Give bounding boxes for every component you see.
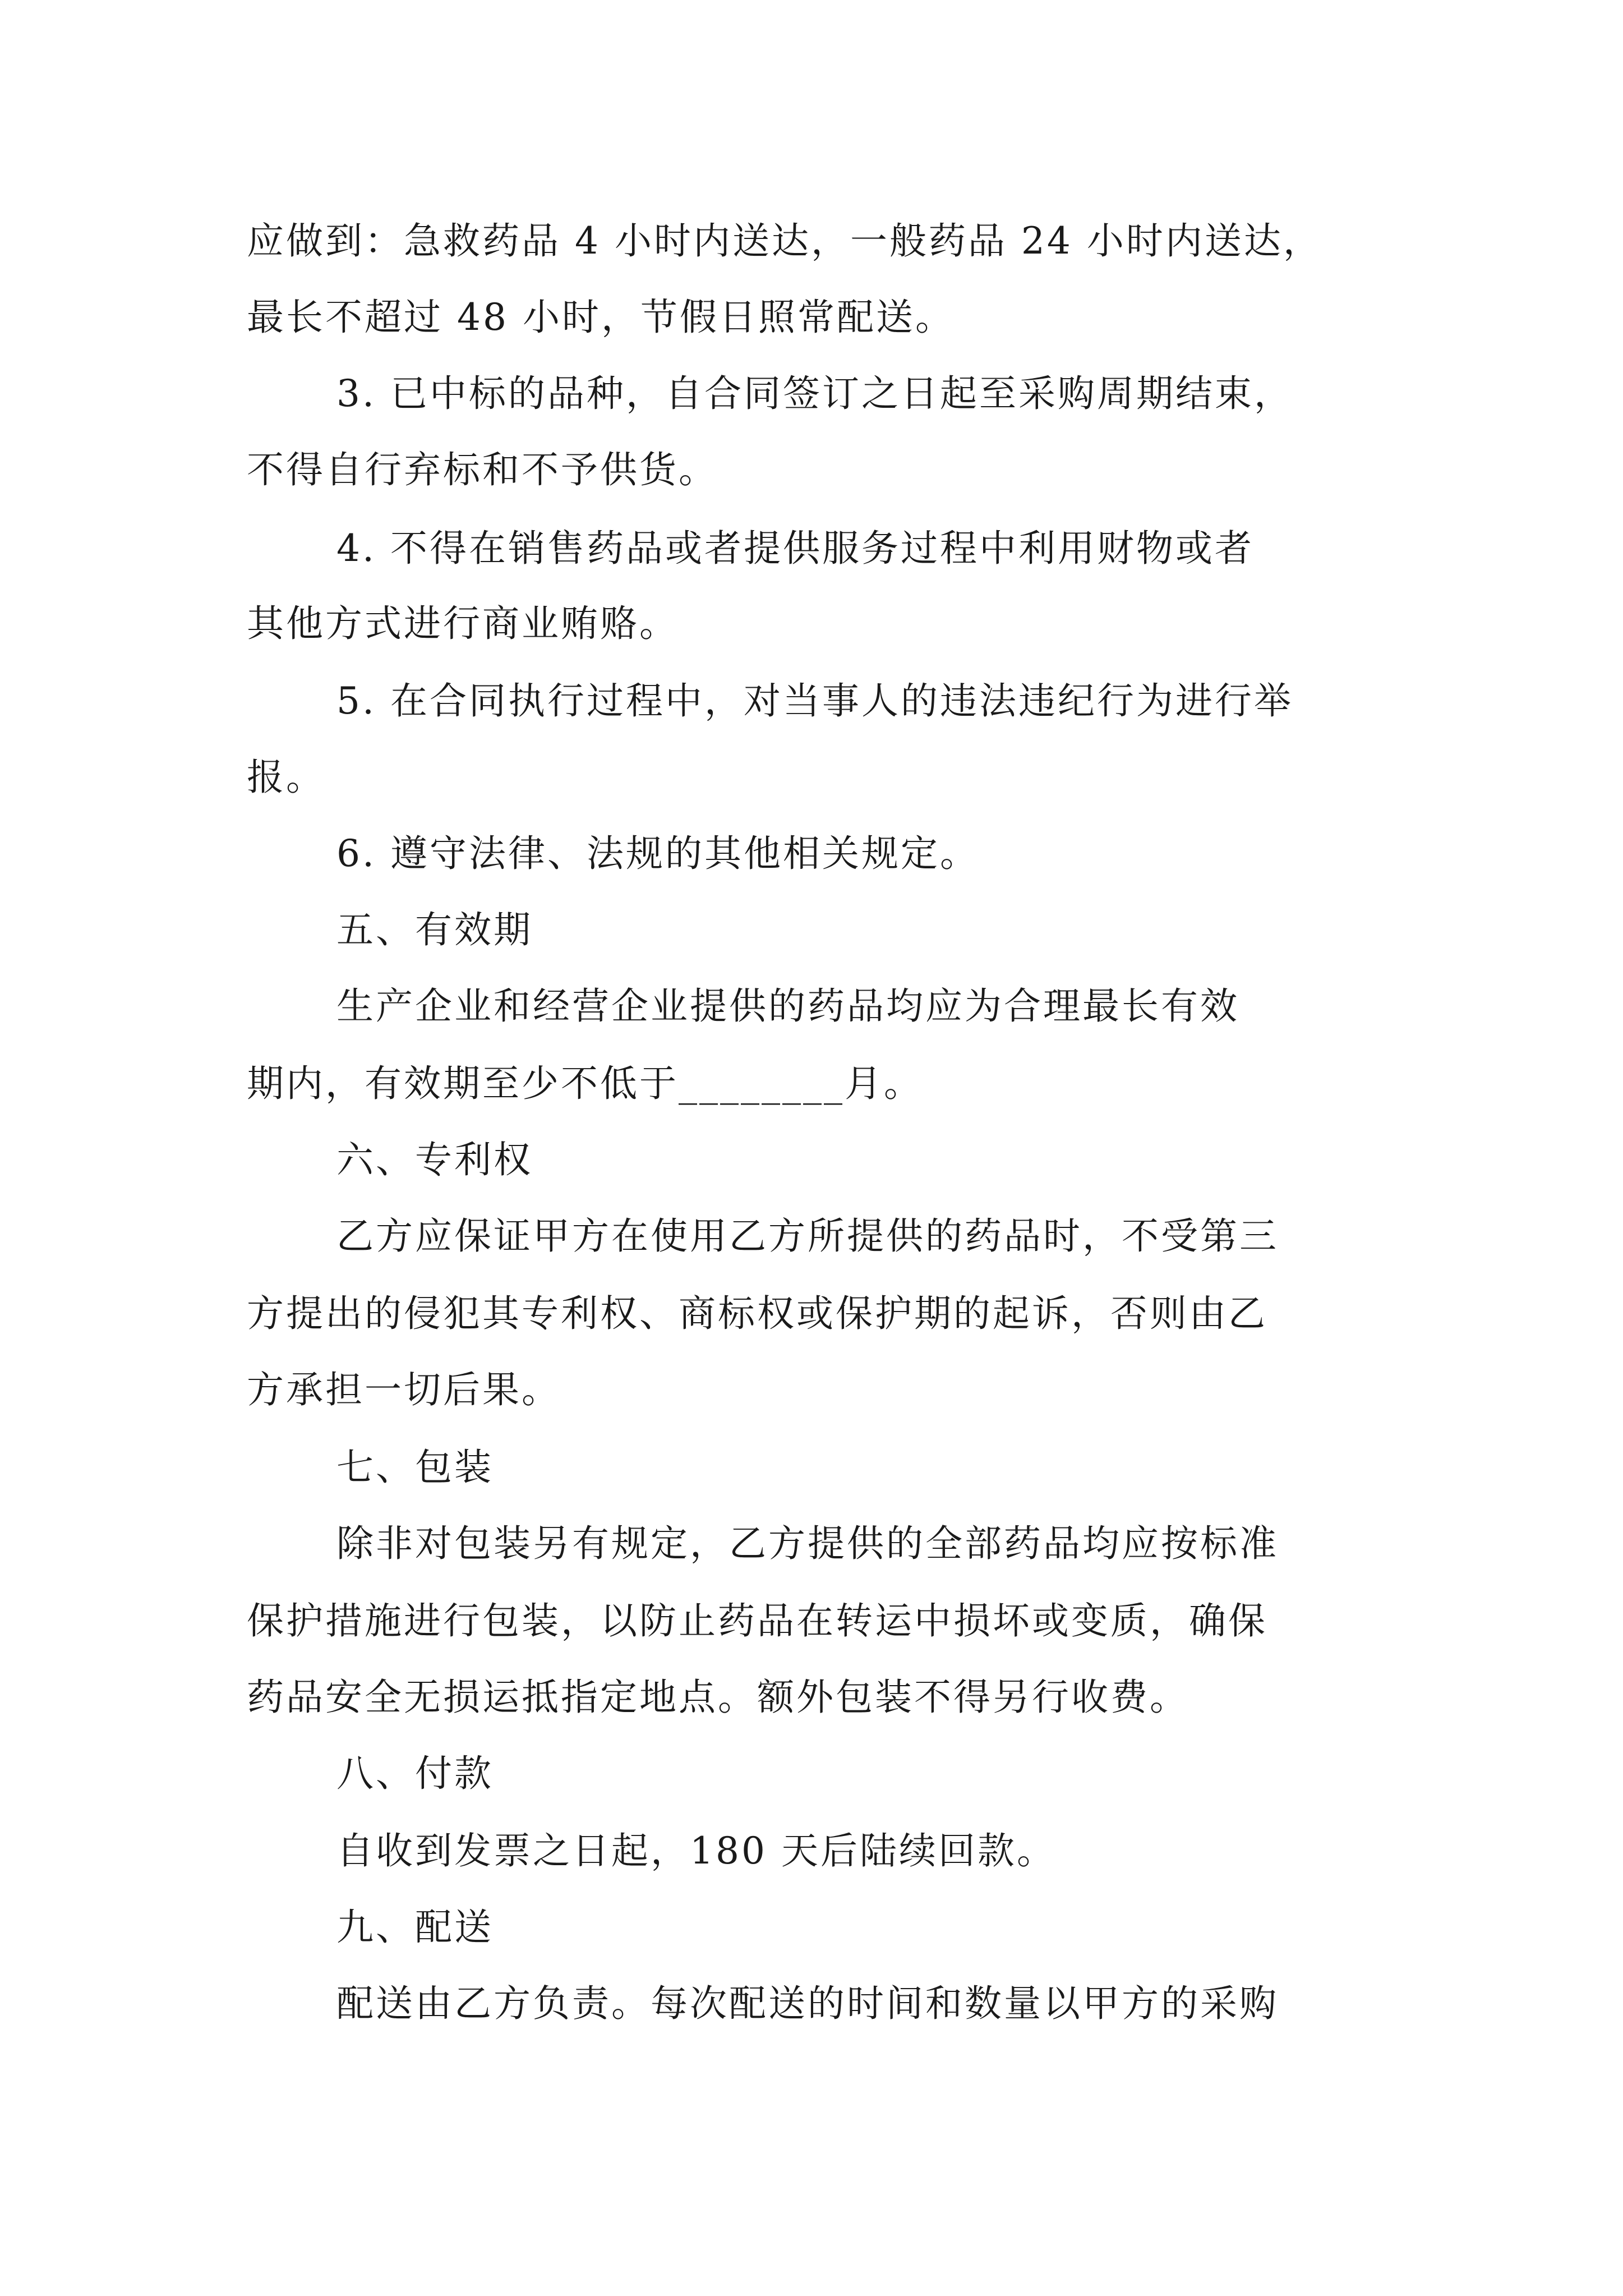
list-item-4: 4. 不得在销售药品或者提供服务过程中利用财物或者 [336, 527, 1254, 570]
paragraph-line: 生产企业和经营企业提供的药品均应为合理最长有效 [336, 984, 1239, 1028]
text-line: 药品安全无损运抵指定地点。额外包装不得另行收费。 [247, 1676, 1189, 1719]
list-item-3: 3. 已中标的品种，自合同签订之日起至采购周期结束， [336, 372, 1293, 415]
paragraph-line: 乙方应保证甲方在使用乙方所提供的药品时，不受第三 [336, 1214, 1279, 1258]
list-item-5: 5. 在合同执行过程中，对当事人的违法违纪行为进行举 [336, 679, 1293, 723]
paragraph-line: 自收到发票之日起，180 天后陆续回款。 [336, 1829, 1056, 1872]
list-item-6: 6. 遵守法律、法规的其他相关规定。 [336, 832, 979, 875]
text-line: 方提出的侵犯其专利权、商标权或保护期的起诉，否则由乙 [247, 1292, 1267, 1335]
text-line: 不得自行弃标和不予供货。 [247, 448, 718, 491]
section-heading-patent: 六、专利权 [336, 1138, 533, 1181]
text-line: 最长不超过 48 小时，节假日照常配送。 [247, 296, 955, 339]
section-heading-payment: 八、付款 [336, 1752, 494, 1795]
text-line: 期内，有效期至少不低于________月。 [247, 1062, 923, 1105]
section-heading-packaging: 七、包装 [336, 1446, 494, 1489]
text-line: 方承担一切后果。 [247, 1368, 561, 1411]
text-line: 其他方式进行商业贿赂。 [247, 602, 679, 645]
section-heading-validity: 五、有效期 [336, 908, 533, 951]
text-line: 报。 [247, 756, 325, 799]
section-heading-delivery: 九、配送 [336, 1906, 494, 1949]
text-line: 应做到：急救药品 4 小时内送达，一般药品 24 小时内送达， [247, 219, 1322, 263]
paragraph-line: 配送由乙方负责。每次配送的时间和数量以甲方的采购 [336, 1982, 1279, 2025]
paragraph-line: 除非对包装另有规定，乙方提供的全部药品均应按标准 [336, 1522, 1279, 1565]
text-line: 保护措施进行包装，以防止药品在转运中损坏或变质，确保 [247, 1599, 1267, 1642]
